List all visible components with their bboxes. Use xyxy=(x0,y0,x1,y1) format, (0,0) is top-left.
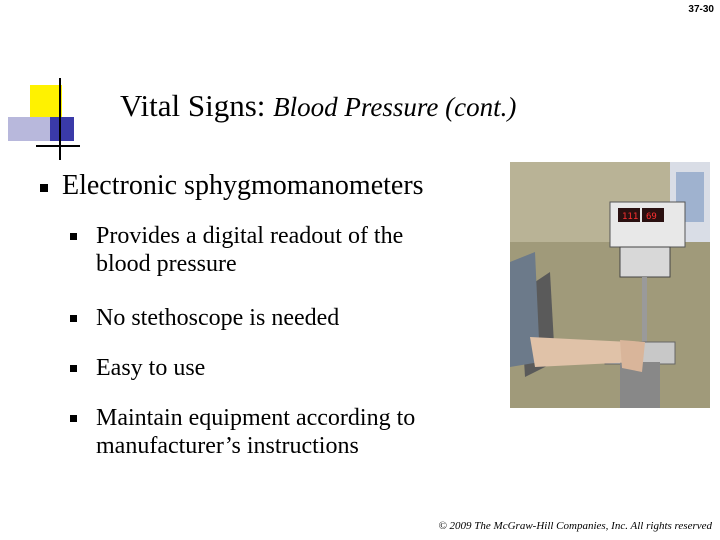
bullet-square-icon xyxy=(70,233,77,240)
blood-pressure-monitor-photo xyxy=(510,162,710,408)
slide-title xyxy=(120,88,516,124)
sub-bullet-text: Provides a digital readout of the blood pressure xyxy=(96,223,404,277)
sub-bullet-text: Maintain equipment according to manufacturer’s instructions xyxy=(96,405,416,459)
bullet-square-icon xyxy=(70,315,77,322)
slide-number: 37-30 xyxy=(688,4,714,15)
bullet-square-icon xyxy=(40,184,48,192)
sub-bullet-text: Easy to use xyxy=(96,355,206,381)
sub-bullet-text: No stethoscope is needed xyxy=(96,305,340,331)
bullet-square-icon xyxy=(70,365,77,372)
logo-blue-square xyxy=(50,117,74,141)
main-bullet-text: Electronic sphygmomanometers xyxy=(62,170,424,201)
bullet-square-icon xyxy=(70,415,77,422)
logo-lavender-bar xyxy=(8,117,56,141)
title-sub: Blood Pressure (cont.) xyxy=(273,92,517,122)
copyright-footer: © 2009 The McGraw-Hill Companies, Inc. All rights reserved xyxy=(438,520,712,532)
svg-text:69: 69 xyxy=(646,212,657,222)
title-main: Vital Signs: xyxy=(120,88,274,123)
svg-text:111: 111 xyxy=(622,212,639,222)
logo-yellow-square xyxy=(30,85,62,117)
decorative-logo xyxy=(0,0,80,170)
